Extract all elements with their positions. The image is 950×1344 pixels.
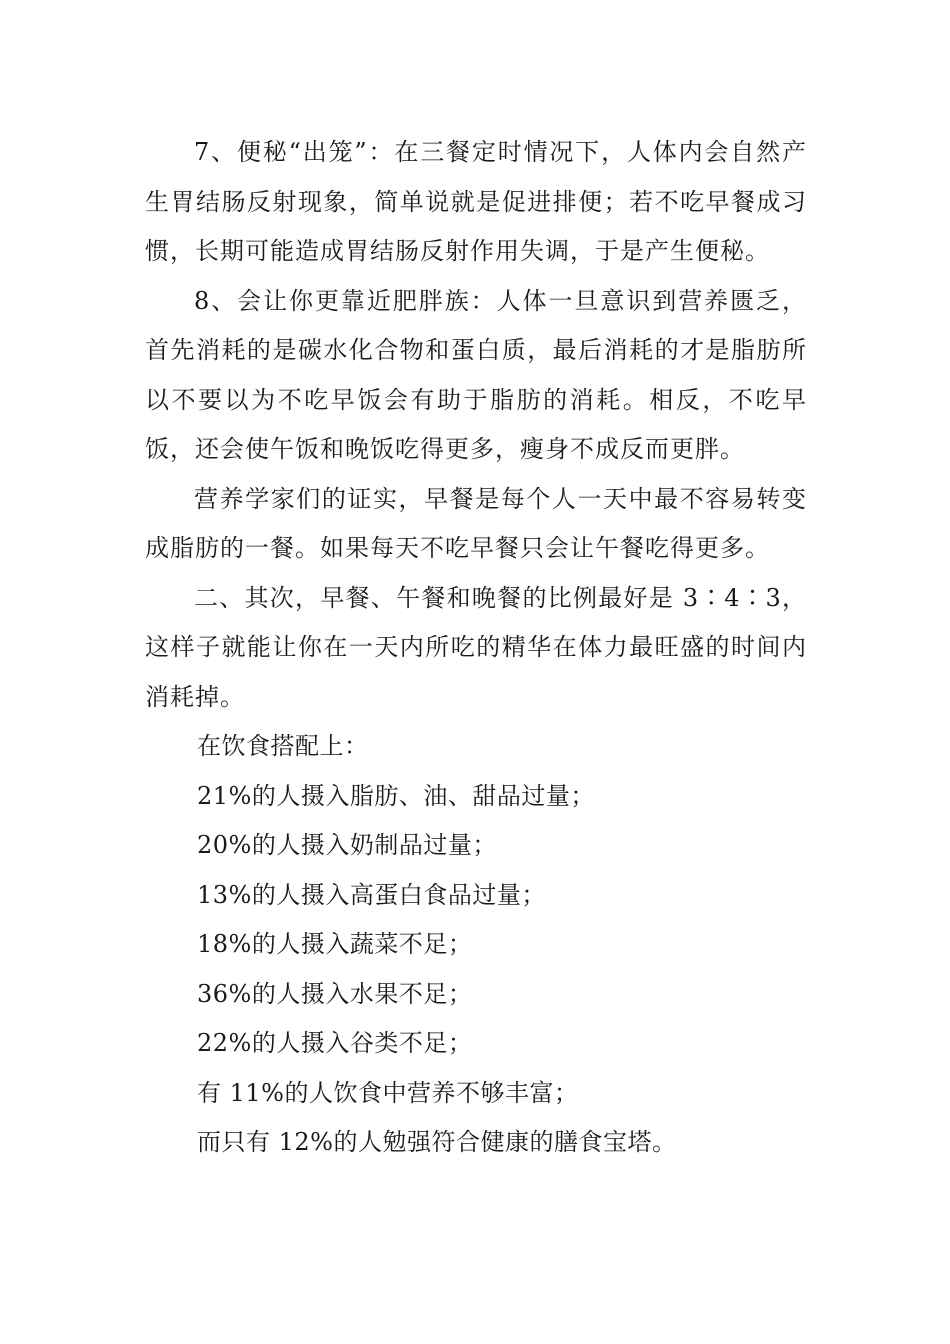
list-item: 22%的人摄入谷类不足； — [197, 1029, 473, 1057]
list-item: 21%的人摄入脂肪、油、甜品过量； — [197, 781, 595, 810]
paragraph-obesity: 8、会让你更靠近肥胖族：人体一旦意识到营养匮乏，首先消耗的是碳水化合物和蛋白质，最后消耗的才是脂肪所以不要以为不吃早饭会有助于脂肪的消耗。相反，不吃早饭，还会使午饭和晚饭吃得更多，瘦身不成反而更胖。 — [145, 286, 807, 463]
list-item: 有 11%的人饮食中营养不够丰富； — [197, 1078, 579, 1107]
list-item: 36%的人摄入水果不足； — [197, 979, 473, 1008]
list-item: 20%的人摄入奶制品过量； — [197, 831, 497, 859]
paragraph-constipation: 7、便秘“出笼”：在三餐定时情况下，人体内会自然产生胃结肠反射现象，简单说就是促进排便；若不吃早餐成习惯，长期可能造成胃结肠反射作用失调，于是产生便秘。 — [145, 138, 807, 265]
list-intro: 在饮食搭配上： — [197, 732, 369, 760]
list-item: 而只有 12%的人勉强符合健康的膳食宝塔。 — [197, 1128, 677, 1156]
list-item: 13%的人摄入高蛋白食品过量； — [197, 880, 546, 909]
paragraph-nutritionists: 营养学家们的证实，早餐是每个人一天中最不容易转变成脂肪的一餐。如果每天不吃早餐只会让午餐吃得更多。 — [145, 484, 807, 562]
list-item: 18%的人摄入蔬菜不足； — [197, 930, 473, 958]
document-body — [145, 128, 807, 1168]
paragraph-meal-ratio: 二、其次，早餐、午餐和晚餐的比例最好是 3∶4∶3，这样子就能让你在一天内所吃的精华在体力最旺盛的时间内消耗掉。 — [145, 583, 807, 711]
